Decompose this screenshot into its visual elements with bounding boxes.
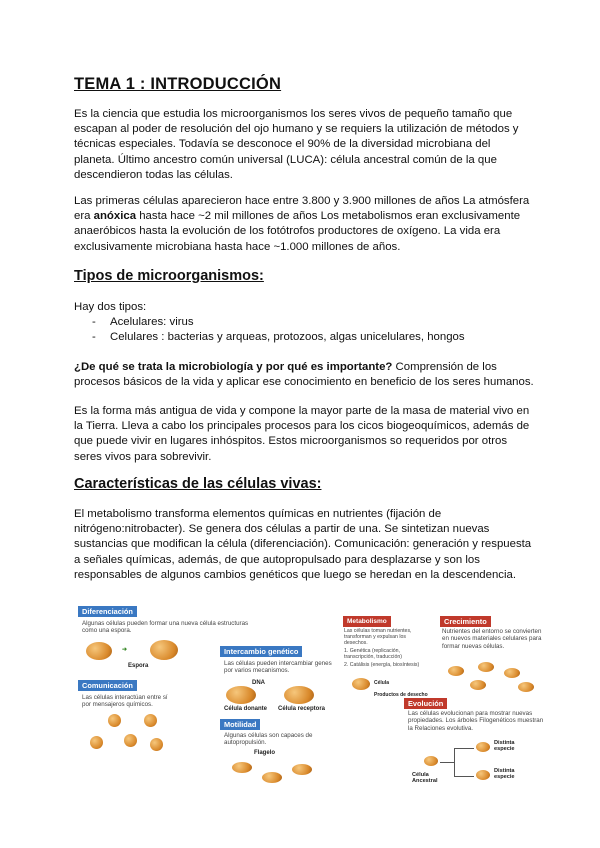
paragraph-4: El metabolismo transforma elementos químicas en nutrientes (fijación de nitrógeno:nitrobacter). Se genera dos células a partir de una. Se sintetizan nuevas sustancias que modifican la célula (diferenciación). Comunicación: generación y respuesta a señales químicas, además, de que autopropulsado para desplazarse y son los responsables de algunos cambios genéticos que luego se heredan en la descendencia. bbox=[74, 508, 532, 581]
ancestral-label: Célula Ancestral bbox=[412, 772, 438, 784]
cell-icon bbox=[478, 662, 494, 672]
characteristics-figure bbox=[78, 606, 546, 788]
diferenciacion-title: Diferenciación bbox=[78, 606, 137, 617]
cell-icon bbox=[476, 770, 490, 780]
intro-paragraph-2-part-b: hasta hace ~2 mil millones de años Los metabolismos eran exclusivamente anaeróbicos hasta la evolución de los fotótrofos productores de oxígeno. La vida era exclusivamente microbiana hasta hace ~1.000 millones de años. bbox=[74, 210, 521, 253]
list-dash: - bbox=[92, 331, 96, 344]
cell-icon bbox=[226, 686, 256, 704]
cell-icon bbox=[518, 682, 534, 692]
cell-icon bbox=[284, 686, 314, 704]
list-dash: - bbox=[92, 316, 96, 329]
especie-label-2: Distinta especie bbox=[494, 768, 515, 780]
motilidad-text: Algunas células son capaces de autopropulsión. bbox=[224, 732, 313, 747]
paragraph-3: Es la forma más antigua de vida y compone la mayor parte de la masa de material vivo en la Tierra. Lleva a cabo los principales procesos para los cicos biogeoquímicos, además de que puede vivir en lugares inhóspitos. Estos microorganismos so requeridos por otros seres vivos para sobrevivir. bbox=[74, 405, 530, 463]
cell-icon bbox=[262, 772, 282, 783]
cell-icon bbox=[150, 640, 178, 660]
list-item-text: Acelulares: virus bbox=[110, 316, 194, 329]
motilidad-title: Motilidad bbox=[220, 719, 260, 730]
comunicacion-text: Las células interactúan entre sí por mensajeros químicos. bbox=[82, 694, 168, 709]
cell-icon bbox=[108, 714, 121, 727]
cell-icon bbox=[150, 738, 163, 751]
anoxica-term: anóxica bbox=[93, 210, 137, 223]
cell-icon bbox=[292, 764, 312, 775]
intercambio-text: Las células pueden intercambiar genes por varios mecanismos. bbox=[224, 660, 332, 675]
crecimiento-text: Nutrientes del entorno se convierten en nuevos materiales celulares para formar nuevas células. bbox=[442, 628, 542, 650]
diferenciacion-text: Algunas células pueden formar una nueva célula estructuras como una espora. bbox=[82, 620, 249, 635]
intro-paragraph-1: Es la ciencia que estudia los microorganismos los seres vivos de pequeño tamaño que escapan al poder de resolución del ojo humano y se requiers la utilización de métodos y técnicas especiales. Todavía se desconoce el 90% de la diversidad microbiana del planeta. Último ancestro común universal (LUCA): célula ancestral común de la que descendieron todas las células. bbox=[74, 108, 519, 181]
especie-label-1: Distinta especie bbox=[494, 740, 515, 752]
metabolismo-title: Metabolismo bbox=[343, 616, 391, 627]
question-paragraph bbox=[74, 360, 534, 390]
cell-icon bbox=[144, 714, 157, 727]
receptor-label: Célula receptora bbox=[278, 706, 326, 712]
metabolismo-line-1: 1. Genética (replicación, transcripción, traducción) bbox=[344, 648, 402, 661]
cell-icon bbox=[470, 680, 486, 690]
arrow-icon: ➜ bbox=[122, 647, 128, 653]
section-heading-caracteristicas: Características de las células vivas: bbox=[74, 476, 322, 492]
intro-paragraph-2-part-a: Las primeras células aparecieron hace entre 3.800 y 3.900 millones de años La atmósfera era bbox=[74, 195, 530, 223]
intercambio-title: Intercambio genético bbox=[220, 646, 302, 657]
evolucion-title: Evolución bbox=[404, 698, 447, 709]
tree-line bbox=[440, 762, 454, 763]
cell-icon bbox=[448, 666, 464, 676]
espora-label: Espora bbox=[128, 663, 149, 669]
cell-icon bbox=[424, 756, 438, 766]
tree-line bbox=[454, 776, 474, 777]
cell-icon bbox=[476, 742, 490, 752]
tree-line bbox=[454, 748, 474, 749]
cell-icon bbox=[124, 734, 137, 747]
comunicacion-title: Comunicación bbox=[78, 680, 137, 691]
question-answer: Comprensión de los procesos básicos de la vida y aplicar ese conocimiento en beneficio de los seres humanos. bbox=[74, 361, 534, 389]
donor-label: Célula donante bbox=[224, 706, 268, 712]
dna-label: DNA bbox=[252, 680, 265, 686]
cell-icon bbox=[90, 736, 103, 749]
page-title: TEMA 1 : INTRODUCCIÓN bbox=[74, 75, 282, 93]
tipos-lead: Hay dos tipos: bbox=[74, 301, 147, 313]
tree-line bbox=[454, 748, 455, 776]
metabolismo-cell-label: Célula bbox=[374, 680, 390, 686]
crecimiento-title: Crecimiento bbox=[440, 616, 491, 627]
flagelo-label: Flagelo bbox=[254, 750, 276, 756]
cell-icon bbox=[232, 762, 252, 773]
intro-paragraph-2 bbox=[74, 194, 534, 255]
metabolismo-waste-label: Productos de desecho bbox=[374, 692, 428, 698]
metabolismo-line-2: 2. Catálisis (energía, biosíntesis) bbox=[344, 662, 420, 668]
tipos-list bbox=[74, 300, 534, 346]
cell-icon bbox=[504, 668, 520, 678]
list-item bbox=[74, 315, 534, 330]
cell-icon bbox=[86, 642, 112, 660]
question-bold: ¿De qué se trata la microbiología y por qué es importante? bbox=[74, 361, 393, 373]
evolucion-text: Las células evolucionan para mostrar nuevas propiedades. Los árboles Filogenéticos muestran la Relaciones evolutiva. bbox=[408, 710, 544, 732]
list-item-text: Celulares : bacterias y arqueas, protozoos, algas unicelulares, hongos bbox=[110, 331, 465, 344]
metabolismo-text: Las células toman nutrientes, transforman y expulsan los desechos. bbox=[344, 628, 412, 647]
cell-icon bbox=[352, 678, 370, 690]
list-item bbox=[74, 330, 534, 345]
section-heading-tipos: Tipos de microorganismos: bbox=[74, 268, 264, 284]
